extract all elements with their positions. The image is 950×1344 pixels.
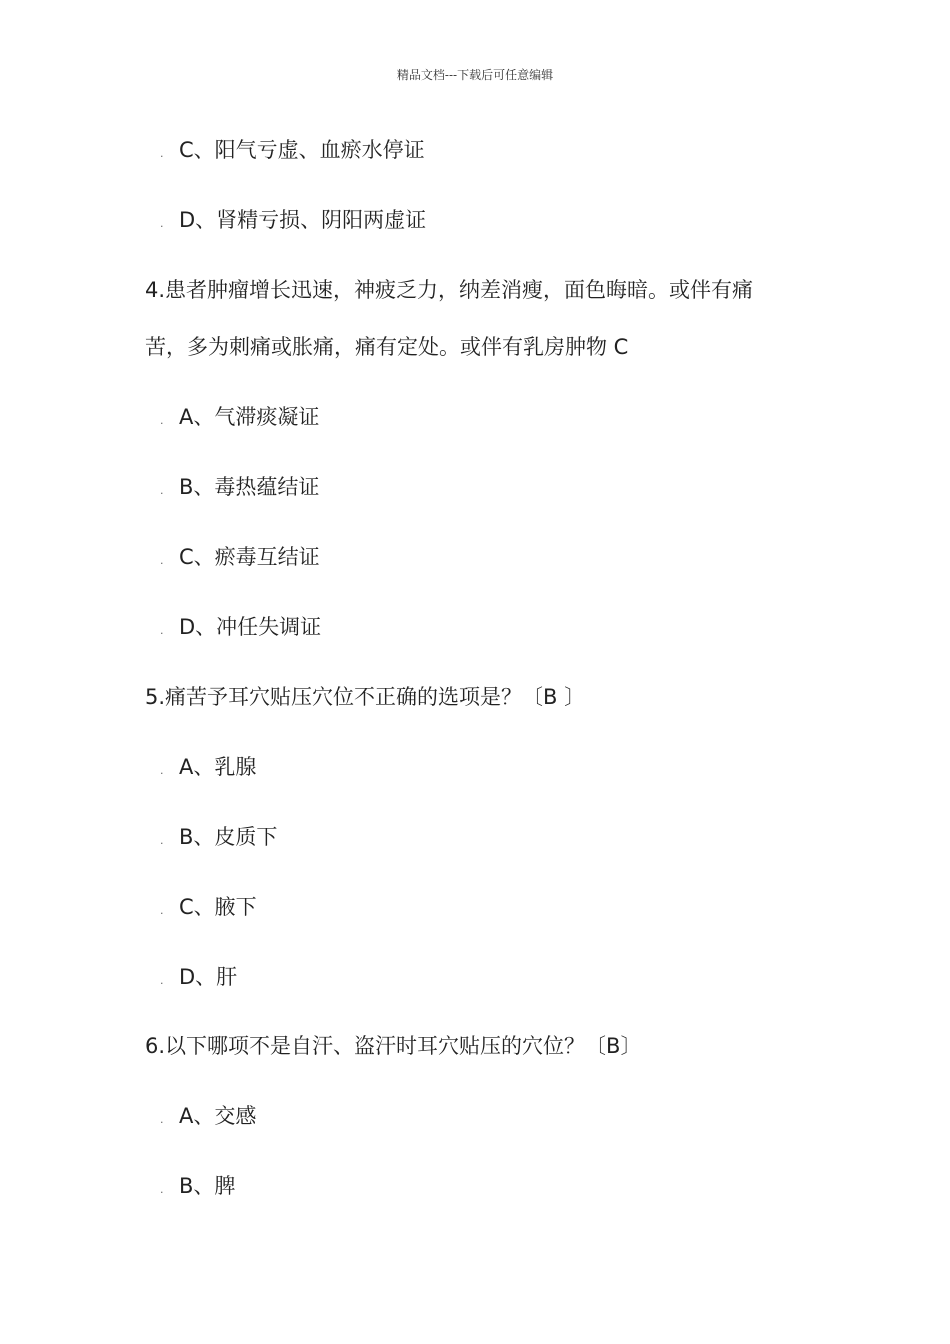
- option-text: A、交感: [179, 1104, 257, 1128]
- bullet-marker: .: [160, 1113, 164, 1126]
- option-text: D、冲任失调证: [179, 615, 322, 639]
- option-line: [160, 205, 426, 239]
- option-text: B、皮质下: [179, 825, 278, 849]
- question-4-line-1: 4.患者肿瘤增长迅速，神疲乏力，纳差消瘦，面色晦暗。或伴有痛: [145, 278, 754, 302]
- option-line: [160, 962, 237, 996]
- bullet-marker: .: [160, 554, 164, 567]
- option-line: [160, 892, 257, 926]
- option-line: [160, 402, 319, 436]
- question-4-line-2: 苦，多为刺痛或胀痛，痛有定处。或伴有乳房肿物 C: [145, 335, 629, 359]
- bullet-marker: .: [160, 1183, 164, 1196]
- bullet-marker: .: [160, 484, 164, 497]
- option-text: C、阳气亏虚、血瘀水停证: [179, 138, 425, 162]
- bullet-marker: .: [160, 974, 164, 987]
- bullet-marker: .: [160, 834, 164, 847]
- option-line: [160, 542, 320, 576]
- option-text: A、乳腺: [179, 755, 257, 779]
- question-6: 6.以下哪项不是自汗、盗汗时耳穴贴压的穴位？〔B〕: [145, 1034, 642, 1058]
- bullet-marker: .: [160, 414, 164, 427]
- option-text: D、肾精亏损、阴阳两虚证: [179, 208, 427, 232]
- option-text: C、瘀毒互结证: [179, 545, 320, 569]
- option-text: C、腋下: [179, 895, 257, 919]
- question-5: 5.痛苦予耳穴贴压穴位不正确的选项是？〔B 〕: [145, 685, 586, 709]
- bullet-marker: .: [160, 147, 164, 160]
- option-text: B、脾: [179, 1174, 236, 1198]
- option-text: A、气滞痰凝证: [179, 405, 320, 429]
- bullet-marker: .: [160, 904, 164, 917]
- option-line: [160, 752, 256, 786]
- page-header: 精品文档---下载后可任意编辑: [396, 68, 554, 82]
- bullet-marker: .: [160, 217, 164, 230]
- bullet-marker: .: [160, 624, 164, 637]
- bullet-marker: .: [160, 764, 164, 777]
- option-text: D、肝: [179, 965, 238, 989]
- option-text: B、毒热蕴结证: [179, 475, 320, 499]
- option-line: [160, 472, 319, 506]
- option-line: [160, 822, 277, 856]
- option-line: [160, 612, 321, 646]
- option-line: [160, 1101, 256, 1135]
- option-line: [160, 1171, 235, 1205]
- option-line: [160, 135, 425, 169]
